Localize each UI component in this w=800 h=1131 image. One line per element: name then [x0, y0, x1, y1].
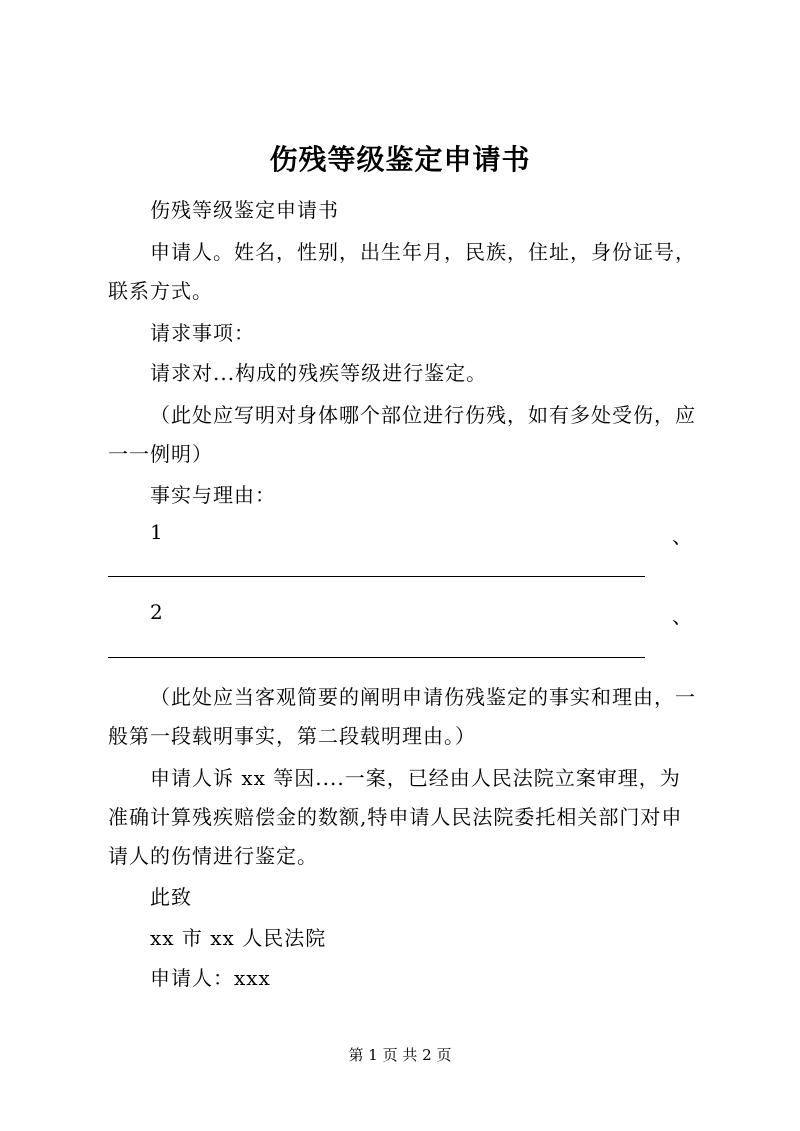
- facts-heading: 事实与理由：: [150, 483, 276, 507]
- body-line-3: 请人的伤情进行鉴定。: [108, 844, 318, 868]
- fact-item-2: [108, 600, 698, 630]
- body-line-1: 申请人诉 xx 等因....一案，已经由人民法院立案审理，为: [150, 766, 681, 790]
- fact-item-2-mark: 、: [672, 604, 692, 628]
- request-note-line-1: （此处应写明对身体哪个部位进行伤残，如有多处受伤，应: [150, 403, 696, 427]
- facts-note-line-2: 般第一段载明事实，第二段载明理由。）: [108, 724, 476, 748]
- closing-salutation: 此致: [150, 885, 192, 909]
- document-subtitle: 伤残等级鉴定申请书: [150, 198, 339, 222]
- fact-item-1-number: 1: [150, 520, 163, 544]
- body-line-2: 准确计算残疾赔偿金的数额,特申请人民法院委托相关部门对申: [108, 805, 683, 829]
- court-name: xx 市 xx 人民法院: [150, 926, 327, 950]
- document-title: 伤残等级鉴定申请书: [269, 143, 531, 176]
- fact-item-1: [108, 520, 698, 550]
- request-heading: 请求事项：: [150, 321, 255, 345]
- applicant-line-2: 联系方式。: [108, 279, 213, 303]
- fact-item-1-mark: 、: [672, 524, 692, 548]
- fact-item-1-underline: [108, 576, 645, 577]
- fact-item-2-number: 2: [150, 600, 163, 624]
- fact-item-2-underline: [108, 657, 645, 658]
- request-note-line-2: 一一例明）: [108, 442, 213, 466]
- applicant-signature: 申请人：xxx: [150, 966, 271, 990]
- request-text: 请求对...构成的残疾等级进行鉴定。: [150, 361, 488, 385]
- applicant-line-1: 申请人。姓名，性别，出生年月，民族，住址，身份证号，: [150, 240, 696, 264]
- page-footer: 第 1 页 共 2 页: [348, 1046, 452, 1064]
- facts-note-line-1: （此处应当客观简要的阐明申请伤残鉴定的事实和理由，一: [150, 685, 696, 709]
